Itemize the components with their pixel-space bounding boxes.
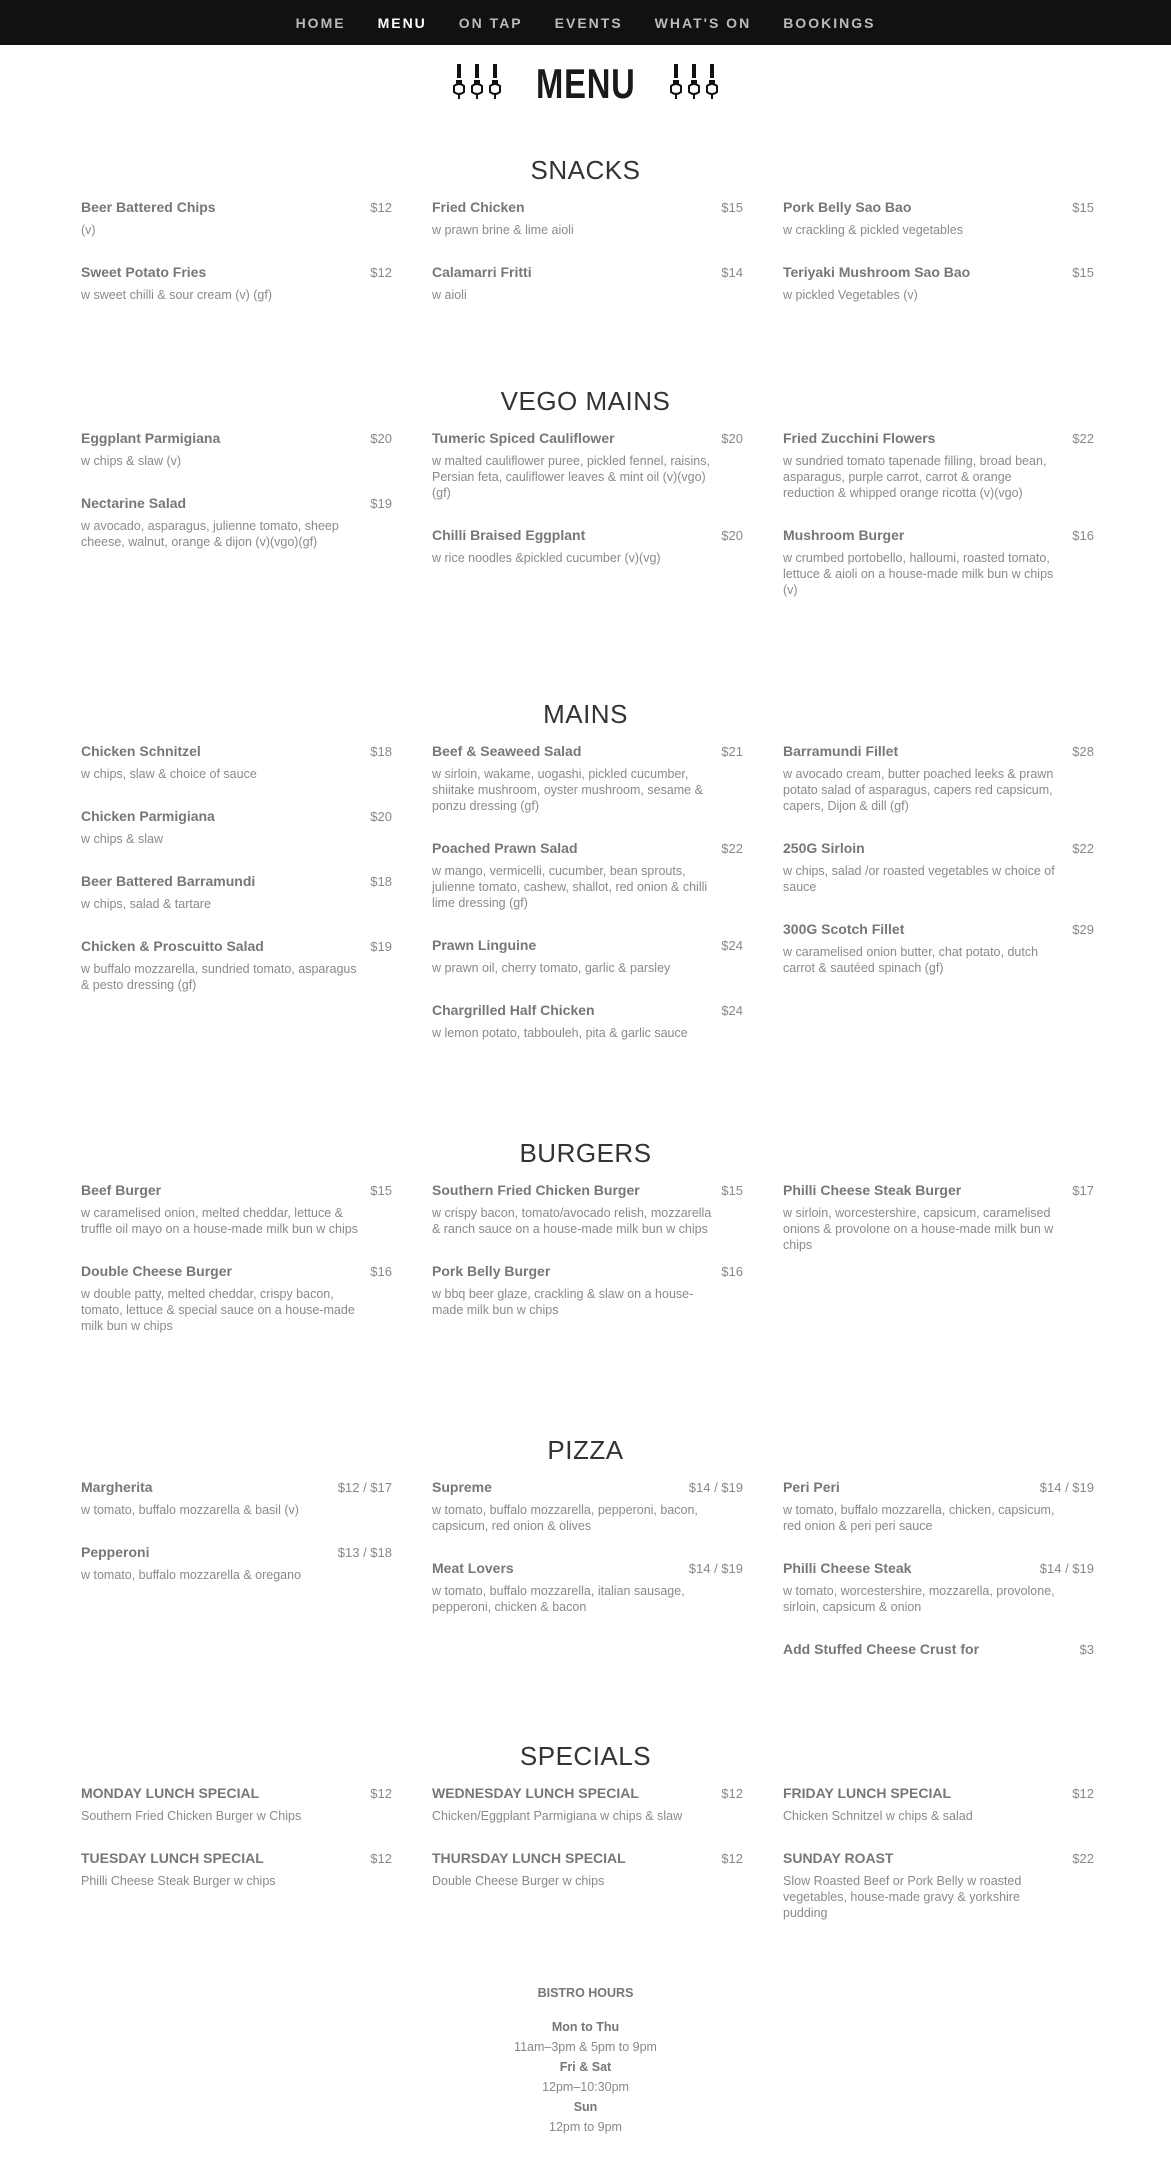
menu-item-header: [783, 1560, 1094, 1582]
menu-item-name: 300G Scotch Fillet: [783, 921, 905, 937]
menu-item-description: w caramelised onion butter, chat potato, dutch carrot & sautéed spinach (gf): [783, 945, 1039, 975]
menu-item-name: Pork Belly Sao Bao: [783, 199, 912, 215]
menu-item-header: [81, 1263, 392, 1285]
menu-item-header: [81, 495, 392, 517]
menu-item-price: $19: [370, 496, 392, 511]
menu-item: [783, 1479, 1094, 1534]
menu-item-price: $16: [721, 1264, 743, 1279]
menu-item-price: $12: [721, 1851, 743, 1866]
menu-item: [783, 1850, 1094, 1921]
menu-columns: [81, 743, 1094, 1067]
menu-item-header: [783, 1641, 1094, 1663]
menu-item-name: Calamarri Fritti: [432, 264, 532, 280]
menu-item-price: $3: [1079, 1642, 1094, 1657]
menu-item-header: [783, 1479, 1094, 1501]
menu-item-header: [81, 743, 392, 765]
menu-item-price: $15: [721, 200, 743, 215]
menu-item-description: w double patty, melted cheddar, crispy bacon, tomato, lettuce & special sauce on a house-made milk bun w chips: [81, 1287, 355, 1333]
menu-item-price: $20: [370, 809, 392, 824]
menu-item: [432, 1002, 743, 1041]
menu-item-header: [432, 840, 743, 862]
menu-item-price: $14: [721, 265, 743, 280]
nav-item-menu[interactable]: MENU: [377, 14, 427, 31]
menu-item-description: w crackling & pickled vegetables: [783, 223, 963, 237]
menu-item-header: [432, 937, 743, 959]
menu-item: [81, 1785, 392, 1824]
menu-column: [783, 1479, 1094, 1689]
menu-item-name: Double Cheese Burger: [81, 1263, 232, 1279]
section-title: SNACKS: [530, 155, 641, 185]
nav-item-events[interactable]: EVENTS: [554, 14, 623, 31]
menu-item-price: $14 / $19: [688, 1480, 743, 1495]
menu-item-name: Beef & Seaweed Salad: [432, 743, 582, 759]
menu-item-description: (v): [81, 223, 96, 237]
menu-item-header: [81, 1544, 392, 1566]
menu-item-description: w aioli: [432, 288, 467, 302]
menu-item-header: [783, 1785, 1094, 1807]
menu-section-pizza: [0, 1432, 1171, 1657]
menu-item: [432, 1560, 743, 1615]
menu-item: [81, 873, 392, 912]
menu-item: [81, 938, 392, 993]
menu-item-header: [783, 840, 1094, 862]
menu-item-name: Beef Burger: [81, 1182, 162, 1198]
menu-section-vego-mains: [0, 383, 1171, 597]
menu-item-description: w chips, salad /or roasted vegetables w choice of sauce: [783, 864, 1055, 894]
menu-item-price: $24: [721, 1003, 743, 1018]
menu-item-description: w chips, slaw & choice of sauce: [81, 767, 257, 781]
menu-item: [432, 527, 743, 566]
menu-item-description: w chips, salad & tartare: [81, 897, 211, 911]
menu-item-name: Chicken Schnitzel: [81, 743, 201, 759]
menu-column: [432, 1785, 743, 1947]
menu-item-description: w tomato, buffalo mozzarella & oregano: [81, 1568, 302, 1582]
section-title: VEGO MAINS: [500, 386, 671, 416]
menu-item-description: Chicken Schnitzel w chips & salad: [783, 1809, 973, 1823]
menu-column: [81, 1182, 392, 1360]
menu-item-name: FRIDAY LUNCH SPECIAL: [783, 1785, 952, 1801]
menu-item-price: $16: [370, 1264, 392, 1279]
menu-item-name: Prawn Linguine: [432, 937, 537, 953]
nav-item-what-s-on[interactable]: WHAT'S ON: [654, 14, 752, 31]
nav-item-home[interactable]: HOME: [295, 14, 346, 31]
menu-item: [432, 1850, 743, 1889]
menu-item-description: w tomato, buffalo mozzarella, pepperoni, bacon, capsicum, red onion & olives: [432, 1503, 698, 1533]
menu-column: [432, 743, 743, 1067]
menu-column: [81, 743, 392, 1067]
menu-item-price: $29: [1072, 922, 1094, 937]
menu-item-description: w pickled Vegetables (v): [783, 288, 918, 302]
menu-item-name: Barramundi Fillet: [783, 743, 899, 759]
menu-item-name: Sweet Potato Fries: [81, 264, 207, 280]
menu-item-description: Double Cheese Burger w chips: [432, 1874, 605, 1888]
menu-item-description: w sweet chilli & sour cream (v) (gf): [81, 288, 273, 302]
hours-day: Mon to Thu: [551, 2020, 620, 2034]
menu-columns: [81, 1182, 1094, 1360]
menu-item-description: w prawn brine & lime aioli: [432, 223, 574, 237]
menu-item-header: [81, 264, 392, 286]
menu-item: [783, 1641, 1094, 1663]
section-title: BURGERS: [519, 1138, 652, 1168]
menu-item-price: $28: [1072, 744, 1094, 759]
menu-section-specials: [0, 1738, 1171, 1920]
menu-item-price: $22: [1072, 1851, 1094, 1866]
menu-item-price: $12 / $17: [337, 1480, 392, 1495]
menu-column: [432, 1182, 743, 1360]
menu-item-name: Mushroom Burger: [783, 527, 905, 543]
menu-item-header: [783, 430, 1094, 452]
menu-item-price: $12: [370, 265, 392, 280]
menu-item-description: w lemon potato, tabbouleh, pita & garlic sauce: [432, 1026, 688, 1040]
menu-column: [81, 430, 392, 624]
menu-item-description: w buffalo mozzarella, sundried tomato, asparagus & pesto dressing (gf): [81, 962, 357, 992]
menu-item-header: [432, 1850, 743, 1872]
menu-column: [783, 1785, 1094, 1947]
menu-item-price: $14 / $19: [688, 1561, 743, 1576]
menu-item-price: $22: [1072, 431, 1094, 446]
menu-item-header: [81, 1785, 392, 1807]
menu-item-price: $17: [1072, 1183, 1094, 1198]
menu-item-description: w chips & slaw: [81, 832, 163, 846]
menu-item-description: w crumbed portobello, halloumi, roasted tomato, lettuce & aioli on a house-made milk bun w chips (v): [783, 551, 1054, 597]
menu-item-name: MONDAY LUNCH SPECIAL: [81, 1785, 260, 1801]
menu-item-price: $12: [370, 1786, 392, 1801]
section-title: MAINS: [543, 699, 628, 729]
section-title: SPECIALS: [519, 1741, 652, 1771]
menu-item-price: $18: [370, 744, 392, 759]
menu-item-name: Fried Chicken: [432, 199, 525, 215]
menu-columns: [81, 1785, 1094, 1947]
menu-item-header: [783, 264, 1094, 286]
menu-item-header: [432, 1263, 743, 1285]
menu-item-header: [783, 527, 1094, 549]
menu-item: [81, 1182, 392, 1237]
menu-item-description: w avocado cream, butter poached leeks & prawn potato salad of asparagus, capers red capsicum, capers, Dijon & dill (gf): [783, 767, 1054, 813]
menu-item-header: [783, 921, 1094, 943]
menu-item: [432, 1182, 743, 1237]
menu-item-description: w prawn oil, cherry tomato, garlic & parsley: [432, 961, 671, 975]
menu-item-description: w sundried tomato tapenade filling, broad bean, asparagus, purple carrot, carrot & orange reduction & whipped orange ricotta (v)(vgo): [783, 454, 1047, 500]
menu-item-price: $20: [721, 528, 743, 543]
menu-column: [783, 743, 1094, 1067]
menu-item-name: Teriyaki Mushroom Sao Bao: [783, 264, 971, 280]
menu-item-description: Slow Roasted Beef or Pork Belly w roasted vegetables, house-made gravy & yorkshire pudding: [783, 1874, 1022, 1920]
menu-item: [81, 264, 392, 303]
menu-item-price: $15: [721, 1183, 743, 1198]
top-nav: [0, 0, 1171, 45]
menu-item-header: [432, 1560, 743, 1582]
menu-item-price: $15: [1072, 200, 1094, 215]
menu-item-header: [783, 199, 1094, 221]
bistro-hours: [0, 1986, 1171, 2137]
menu-item: [81, 1850, 392, 1889]
menu-item: [783, 1182, 1094, 1253]
logo-title: MENU: [535, 60, 636, 107]
menu-item-header: [81, 808, 392, 830]
menu-item-description: w crispy bacon, tomato/avocado relish, mozzarella & ranch sauce on a house-made milk bun w chips: [432, 1206, 712, 1236]
menu-item: [783, 527, 1094, 598]
menu-item-name: Southern Fried Chicken Burger: [432, 1182, 640, 1198]
menu-item-header: [783, 743, 1094, 765]
menu-item-description: w tomato, worcestershire, mozzarella, provolone, sirloin, capsicum & onion: [783, 1584, 1055, 1614]
menu-item-description: w tomato, buffalo mozzarella, chicken, capsicum, red onion & peri peri sauce: [783, 1503, 1055, 1533]
menu-item-description: w sirloin, worcestershire, capsicum, caramelised onions & provolone on a house-made milk bun w chips: [783, 1206, 1054, 1252]
menu-item: [432, 1785, 743, 1824]
hours-time: 12pm–10:30pm: [542, 2080, 629, 2094]
menu-item-description: Chicken/Eggplant Parmigiana w chips & slaw: [432, 1809, 683, 1823]
menu-item-price: $14 / $19: [1039, 1561, 1094, 1576]
menu-item-header: [81, 430, 392, 452]
menu-item-price: $20: [721, 431, 743, 446]
menu-item-header: [81, 1182, 392, 1204]
menu-item-name: Tumeric Spiced Cauliflower: [432, 430, 615, 446]
menu-item-name: WEDNESDAY LUNCH SPECIAL: [432, 1785, 639, 1801]
menu-item: [432, 840, 743, 911]
menu-item: [783, 921, 1094, 976]
menu-item-price: $13 / $18: [337, 1545, 392, 1560]
menu-item-name: Chilli Braised Eggplant: [432, 527, 586, 543]
menu-item-description: w bbq beer glaze, crackling & slaw on a house-made milk bun w chips: [432, 1287, 694, 1317]
menu-item-name: Margherita: [81, 1479, 153, 1495]
menu-item-name: TUESDAY LUNCH SPECIAL: [81, 1850, 264, 1866]
menu-item: [432, 199, 743, 238]
menu-item-name: Philli Cheese Steak: [783, 1560, 912, 1576]
menu-item-price: $22: [1072, 841, 1094, 856]
menu-item-name: Add Stuffed Cheese Crust for: [783, 1641, 980, 1657]
menu-item-name: Eggplant Parmigiana: [81, 430, 221, 446]
menu-item-price: $15: [1072, 265, 1094, 280]
menu-item-header: [432, 1002, 743, 1024]
menu-item: [432, 264, 743, 303]
menu-item-description: w sirloin, wakame, uogashi, pickled cucumber, shiitake mushroom, oyster mushroom, sesame & ponzu dressing (gf): [432, 767, 703, 813]
hours-time: 11am–3pm & 5pm to 9pm: [514, 2040, 657, 2054]
menu-section-burgers: [0, 1135, 1171, 1333]
menu-column: [81, 1479, 392, 1689]
menu-item-price: $12: [370, 200, 392, 215]
menu-item: [432, 937, 743, 976]
menu-item-description: w tomato, buffalo mozzarella & basil (v): [81, 1503, 299, 1517]
menu-item-header: [432, 1479, 743, 1501]
menu-column: [783, 430, 1094, 624]
menu-item-header: [81, 199, 392, 221]
menu-logo: [0, 62, 1171, 106]
menu-item-header: [432, 264, 743, 286]
menu-item-header: [81, 1850, 392, 1872]
menu-item-price: $19: [370, 939, 392, 954]
menu-item: [783, 743, 1094, 814]
menu-item: [432, 430, 743, 501]
menu-item-name: Peri Peri: [783, 1479, 840, 1495]
menu-item-name: 250G Sirloin: [783, 840, 865, 856]
menu-item: [783, 199, 1094, 238]
hours-day: Sun: [573, 2100, 598, 2114]
menu-item-name: Beer Battered Barramundi: [81, 873, 256, 889]
menu-item: [81, 808, 392, 847]
section-title: PIZZA: [547, 1435, 624, 1465]
nav-item-bookings[interactable]: BOOKINGS: [783, 14, 876, 31]
menu-column: [783, 199, 1094, 329]
menu-item-name: Poached Prawn Salad: [432, 840, 578, 856]
menu-item: [81, 743, 392, 782]
menu-item: [81, 1544, 392, 1583]
menu-item: [81, 1479, 392, 1518]
beer-tap-icon: [667, 64, 721, 105]
menu-item-header: [432, 743, 743, 765]
menu-item-name: Philli Cheese Steak Burger: [783, 1182, 962, 1198]
menu-item-price: $15: [370, 1183, 392, 1198]
menu-column: [432, 1479, 743, 1689]
menu-item-description: w chips & slaw (v): [81, 454, 182, 468]
nav-item-on-tap[interactable]: ON TAP: [458, 14, 523, 31]
menu-item-header: [432, 1182, 743, 1204]
menu-item-price: $20: [370, 431, 392, 446]
hours-day: Fri & Sat: [559, 2060, 612, 2074]
menu-item-price: $21: [721, 744, 743, 759]
menu-item-price: $12: [1072, 1786, 1094, 1801]
menu-item: [81, 495, 392, 550]
menu-item-header: [81, 938, 392, 960]
menu-item-price: $12: [370, 1851, 392, 1866]
menu-item-price: $24: [721, 938, 743, 953]
menu-item-name: Beer Battered Chips: [81, 199, 216, 215]
menu-item-header: [432, 430, 743, 452]
menu-item: [81, 1263, 392, 1334]
menu-item-name: THURSDAY LUNCH SPECIAL: [432, 1850, 626, 1866]
menu-item: [81, 199, 392, 238]
menu-item: [81, 430, 392, 469]
menu-item-header: [432, 1785, 743, 1807]
menu-column: [432, 430, 743, 624]
beer-tap-icon: [450, 64, 504, 105]
menu-column: [432, 199, 743, 329]
menu-item-price: $18: [370, 874, 392, 889]
menu-item-name: Nectarine Salad: [81, 495, 187, 511]
menu-section-mains: [0, 696, 1171, 1040]
menu-item: [432, 1263, 743, 1318]
menu-item-name: Meat Lovers: [432, 1560, 514, 1576]
menu-item-name: Chargrilled Half Chicken: [432, 1002, 595, 1018]
menu-item-header: [81, 1479, 392, 1501]
menu-item-description: w tomato, buffalo mozzarella, italian sausage, pepperoni, chicken & bacon: [432, 1584, 685, 1614]
menu-item-header: [783, 1182, 1094, 1204]
menu-item-name: SUNDAY ROAST: [783, 1850, 894, 1866]
menu-item: [432, 743, 743, 814]
menu-item-description: w caramelised onion, melted cheddar, lettuce & truffle oil mayo on a house-made milk bun w chips: [81, 1206, 358, 1236]
menu-item-description: Southern Fried Chicken Burger w Chips: [81, 1809, 302, 1823]
menu-item-header: [432, 199, 743, 221]
menu-column: [81, 1785, 392, 1947]
menu-section-snacks: [0, 152, 1171, 302]
menu-item-price: $22: [721, 841, 743, 856]
menu-item-price: $12: [721, 1786, 743, 1801]
menu-item-name: Chicken & Proscuitto Salad: [81, 938, 264, 954]
menu-column: [783, 1182, 1094, 1360]
menu-item-header: [783, 1850, 1094, 1872]
menu-item-name: Chicken Parmigiana: [81, 808, 215, 824]
menu-item: [783, 1785, 1094, 1824]
menu-item: [783, 840, 1094, 895]
menu-item-name: Supreme: [432, 1479, 492, 1495]
menu-column: [81, 199, 392, 329]
menu-item-price: $16: [1072, 528, 1094, 543]
menu-item-description: w avocado, asparagus, julienne tomato, sheep cheese, walnut, orange & dijon (v)(vgo)(gf): [81, 519, 339, 549]
menu-item-name: Pork Belly Burger: [432, 1263, 551, 1279]
menu-item-header: [432, 527, 743, 549]
menu-columns: [81, 199, 1094, 329]
menu-columns: [81, 430, 1094, 624]
menu-item: [783, 1560, 1094, 1615]
menu-item: [432, 1479, 743, 1534]
menu-item: [783, 430, 1094, 501]
bistro-hours-title: BISTRO HOURS: [537, 1986, 634, 2000]
hours-time: 12pm to 9pm: [549, 2120, 622, 2134]
menu-item-description: Philli Cheese Steak Burger w chips: [81, 1874, 276, 1888]
menu-item-description: w mango, vermicelli, cucumber, bean sprouts, julienne tomato, cashew, shallot, red onion & chilli lime dressing (gf): [432, 864, 708, 910]
menu-columns: [81, 1479, 1094, 1689]
menu-item-price: $14 / $19: [1039, 1480, 1094, 1495]
menu-item: [783, 264, 1094, 303]
menu-item-description: w rice noodles &pickled cucumber (v)(vg): [432, 551, 661, 565]
menu-item-description: w malted cauliflower puree, pickled fennel, raisins, Persian feta, cauliflower leaves & mint oil (v)(vgo)(gf): [432, 454, 710, 500]
menu-item-name: Fried Zucchini Flowers: [783, 430, 936, 446]
menu-item-name: Pepperoni: [81, 1544, 150, 1560]
menu-item-header: [81, 873, 392, 895]
